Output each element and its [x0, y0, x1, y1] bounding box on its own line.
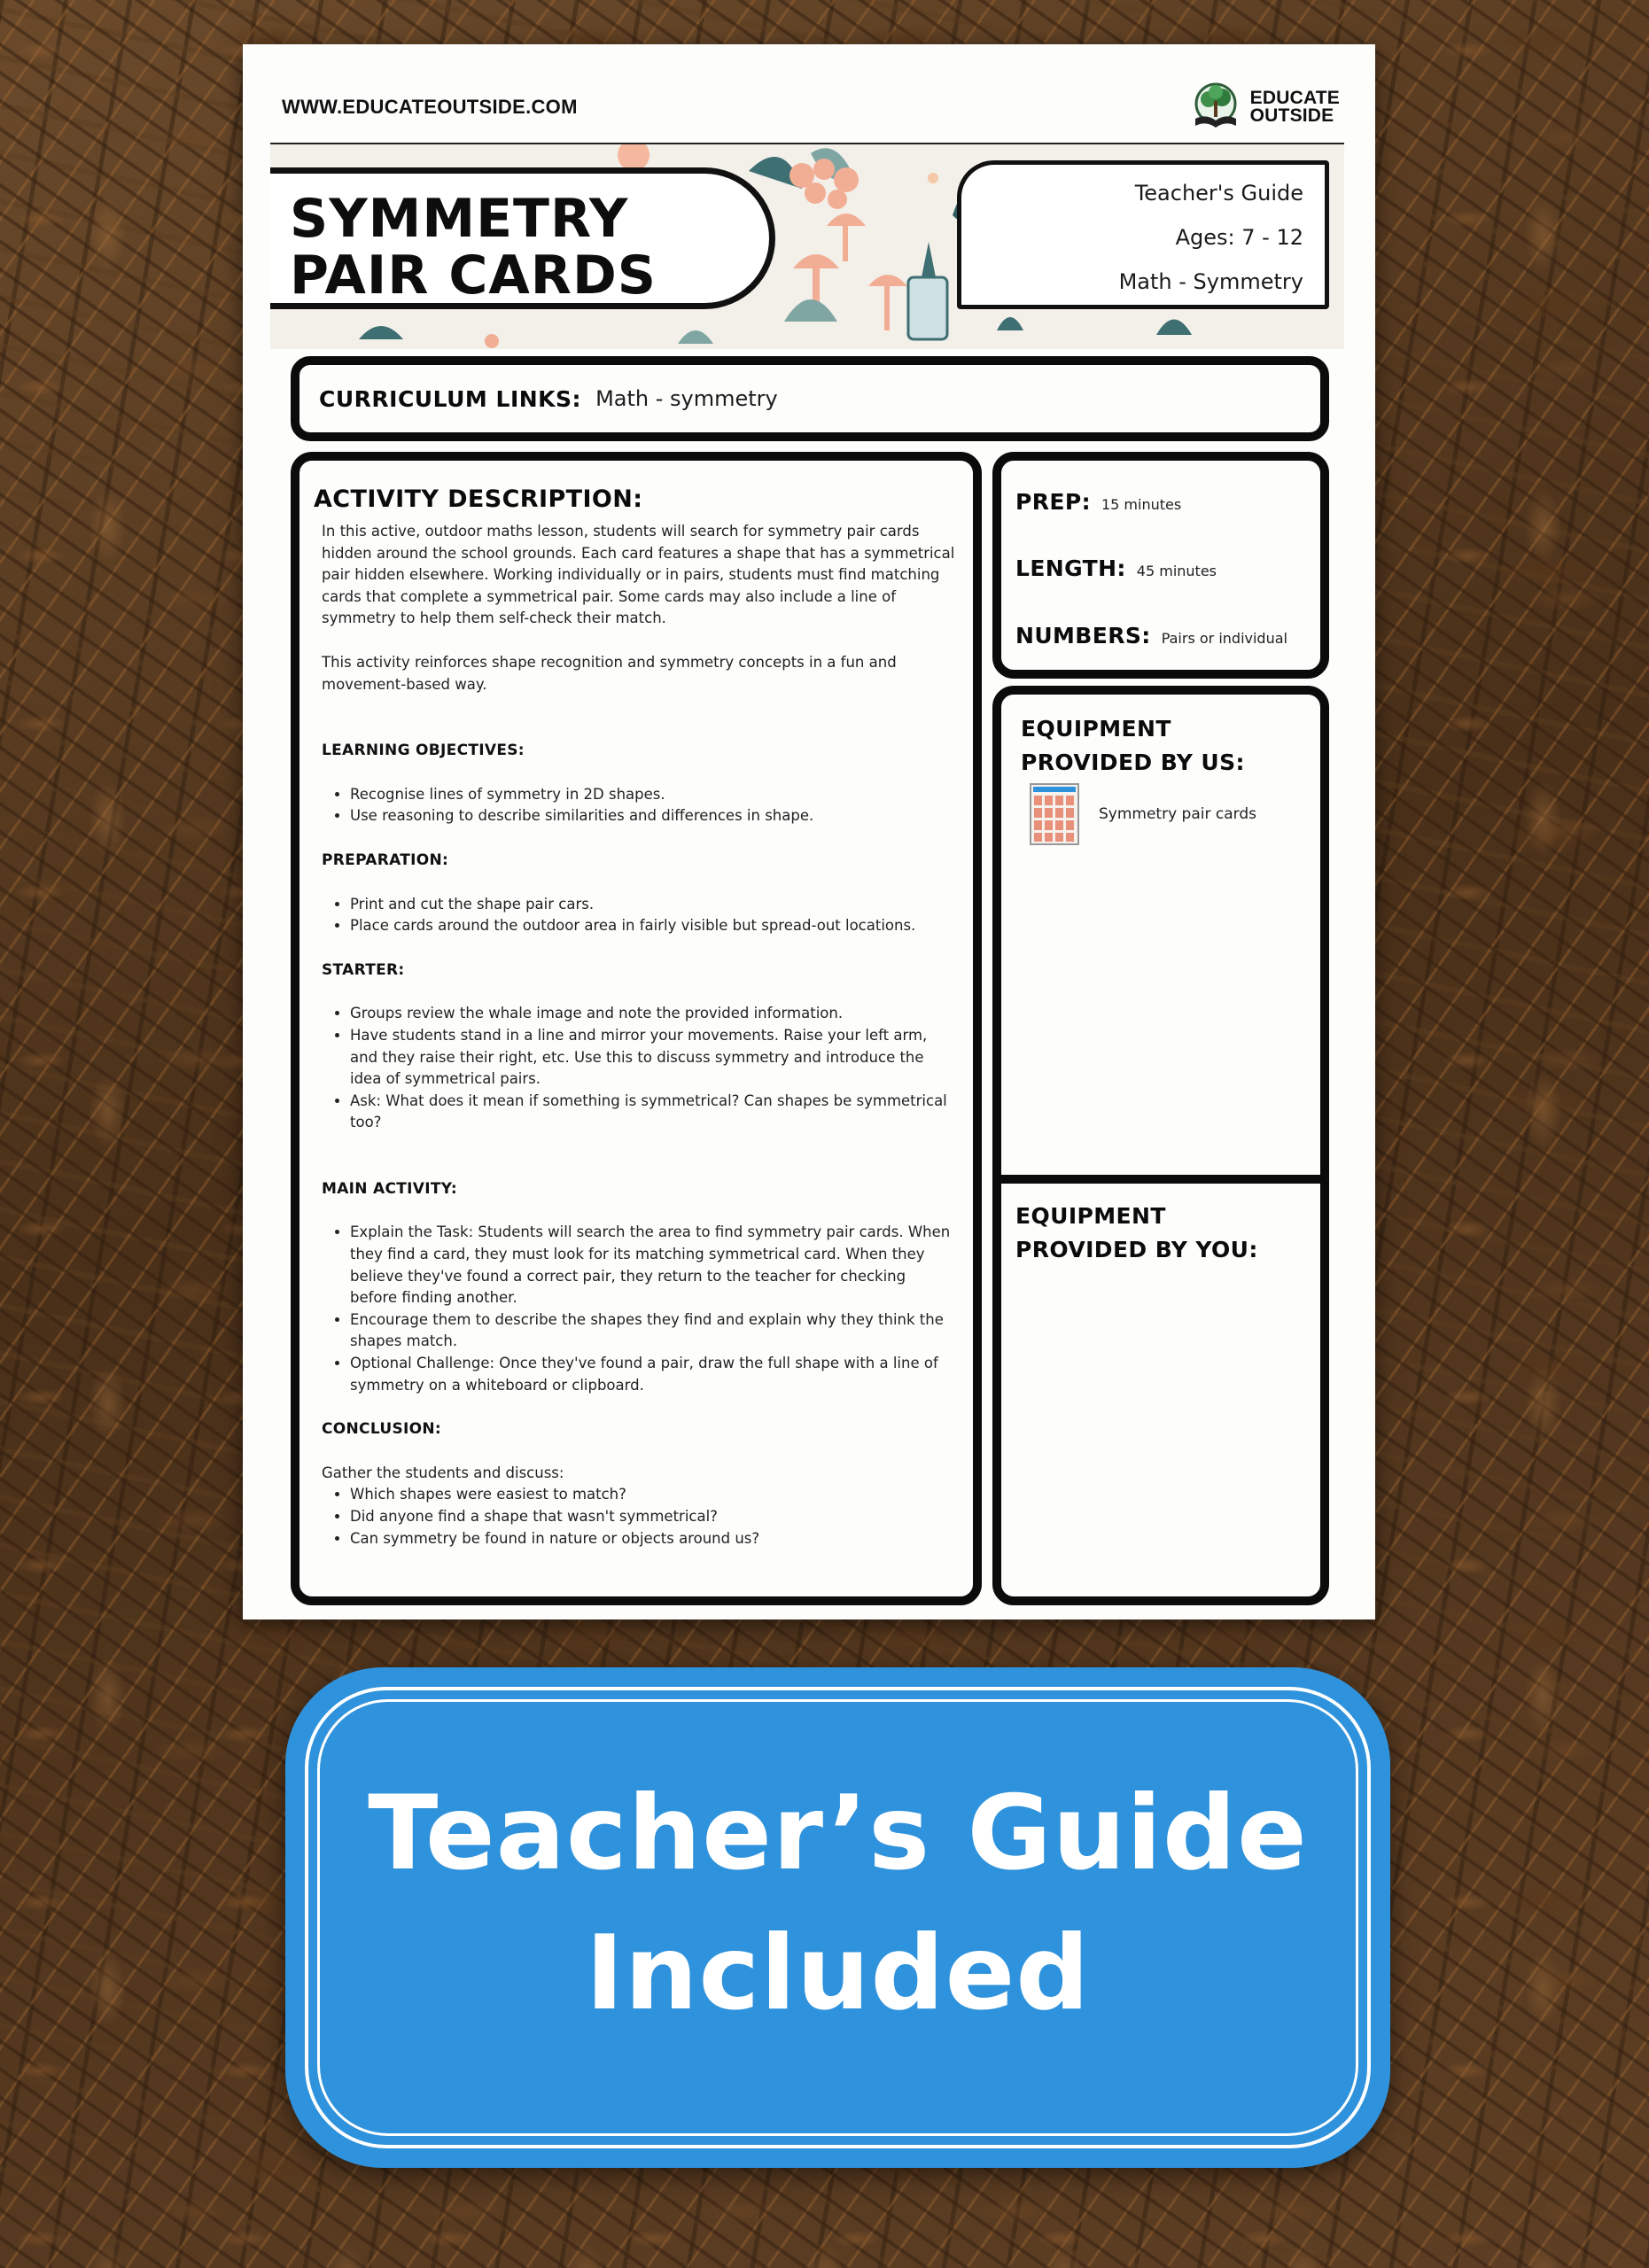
numbers-row: [1015, 623, 1287, 649]
guide-info-box: [957, 160, 1329, 309]
activity-intro: In this active, outdoor maths lesson, students will search for symmetry pair cards hidden around the school grounds. Each card features a shape that has a symmetrical pair hidden elsewhere. Working individually or in pairs, students must find matching cards that complete a symmetrical pair. Some cards may also include a line of symmetry to help them self-check their match.: [322, 523, 955, 627]
teachers-guide-badge: [285, 1667, 1390, 2168]
numbers-label: NUMBERS:: [1015, 623, 1151, 649]
main-activity-heading: MAIN ACTIVITY:: [322, 1179, 458, 1198]
subject-label: Math - Symmetry: [1118, 269, 1303, 294]
logo-line-2: OUTSIDE: [1249, 105, 1334, 126]
title-line-2: PAIR CARDS: [290, 245, 657, 307]
equipment-you-heading: [1015, 1200, 1258, 1267]
list-item: • Groups review the whale image and note the provided information.: [350, 1003, 955, 1025]
card-sheet-icon: [1030, 783, 1079, 845]
activity-summary: This activity reinforces shape recognition and symmetry concepts in a fun and movement-based way.: [322, 653, 897, 693]
conclusion-list: [322, 1484, 955, 1550]
list-item: • Have students stand in a line and mirror your movements. Raise your left arm, and they raise their right, etc. Use this to discuss symmetry and introduce the idea of symmetrical pairs.: [350, 1025, 955, 1091]
equipment-us-heading: [1021, 712, 1245, 780]
educate-outside-logo: [1188, 80, 1340, 135]
preparation-heading: PREPARATION:: [322, 850, 449, 869]
list-item: • Encourage them to describe the shapes they find and explain why they think the shapes match.: [350, 1309, 955, 1353]
conclusion-heading: CONCLUSION:: [322, 1420, 442, 1439]
objectives-list: [322, 784, 955, 827]
curriculum-links-box: [291, 356, 1329, 441]
length-row: [1015, 555, 1217, 581]
numbers-value: Pairs or individual: [1161, 630, 1287, 647]
badge-line-2: Included: [585, 1914, 1091, 2033]
equipment-item: [1030, 783, 1256, 845]
equipment-you-heading-line-2: PROVIDED BY YOU:: [1015, 1237, 1258, 1262]
activity-heading: ACTIVITY DESCRIPTION:: [314, 485, 643, 513]
activity-details-box: [992, 452, 1329, 679]
prep-label: PREP:: [1015, 489, 1091, 515]
curriculum-value: Math - symmetry: [595, 386, 778, 411]
main-activity-list: [322, 1222, 955, 1396]
list-item: • Optional Challenge: Once they've found a pair, draw the full shape with a line of symmetry on a whiteboard or clipboard.: [350, 1353, 955, 1396]
tree-book-icon: [1188, 80, 1243, 135]
list-item: • Explain the Task: Students will search the area to find symmetry pair cards. When they find a card, they must look for its matching symmetrical card. When they believe they've found a correct pair, they return to the teacher for checking before finding another.: [350, 1222, 955, 1309]
length-label: LENGTH:: [1015, 555, 1126, 581]
title-box: [270, 167, 775, 309]
activity-description-box: [291, 452, 982, 1605]
equipment-us-heading-line-2: PROVIDED BY US:: [1021, 750, 1245, 775]
conclusion-intro: Gather the students and discuss:: [322, 1464, 564, 1481]
prep-row: [1015, 489, 1181, 515]
preparation-list: [322, 894, 955, 937]
starter-heading: STARTER:: [322, 960, 405, 979]
prep-value: 15 minutes: [1101, 496, 1182, 513]
objectives-heading: LEARNING OBJECTIVES:: [322, 742, 525, 760]
website-url: WWW.EDUCATEOUTSIDE.COM: [282, 96, 578, 118]
list-item: • Place cards around the outdoor area in fairly visible but spread-out locations.: [350, 915, 955, 937]
list-item: • Did anyone find a shape that wasn't symmetrical?: [350, 1506, 955, 1528]
equipment-us-heading-line-1: EQUIPMENT: [1021, 716, 1171, 742]
list-item: • Ask: What does it mean if something is symmetrical? Can shapes be symmetrical too?: [350, 1091, 955, 1134]
curriculum-label: CURRICULUM LINKS:: [319, 385, 582, 412]
starter-list: [322, 1003, 955, 1134]
worksheet-page: [243, 44, 1375, 1619]
equipment-you-heading-line-1: EQUIPMENT: [1015, 1203, 1166, 1229]
list-item: • Use reasoning to describe similarities and differences in shape.: [350, 805, 955, 827]
length-value: 45 minutes: [1136, 563, 1217, 579]
list-item: • Recognise lines of symmetry in 2D shapes.: [350, 784, 955, 806]
equipment-box: [992, 686, 1329, 1605]
equipment-divider: [1001, 1175, 1320, 1184]
guide-label: Teacher's Guide: [1134, 181, 1303, 206]
list-item: • Can symmetry be found in nature or objects around us?: [350, 1528, 955, 1550]
title-banner: [270, 143, 1344, 349]
ages-label: Ages: 7 - 12: [1175, 225, 1303, 250]
badge-line-1: Teacher’s Guide: [368, 1774, 1308, 1893]
list-item: • Which shapes were easiest to match?: [350, 1484, 955, 1506]
list-item: • Print and cut the shape pair cars.: [350, 894, 955, 916]
logo-line-1: EDUCATE: [1249, 88, 1340, 108]
equipment-item-label: Symmetry pair cards: [1099, 805, 1256, 823]
title-line-1: SYMMETRY: [290, 188, 629, 250]
